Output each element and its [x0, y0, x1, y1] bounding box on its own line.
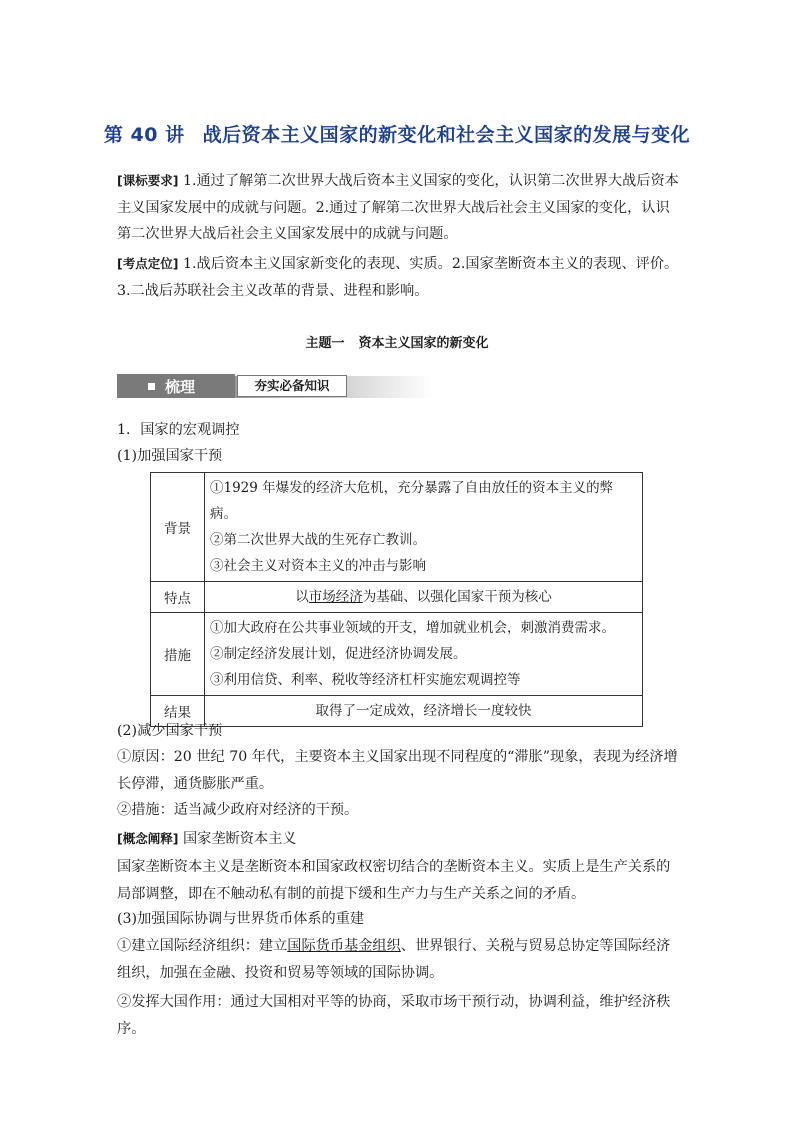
list-item: ①加大政府在公共事业领域的开支，增加就业机会，刺激消费需求。	[210, 620, 615, 636]
org-paragraph	[117, 933, 679, 986]
requirements-text: 1.通过了解第二次世界大战后资本主义国家的变化，认识第二次世界大战后资本主义国家发展中的成就与问题。2.通过了解第二次世界大战后社会主义国家的变化，认识第二次世界大战后社会主义国家发展中的成就与问题。	[117, 173, 679, 242]
features-pre: 以	[295, 589, 309, 605]
topic-heading	[0, 332, 794, 351]
row-header-result: 结果	[151, 696, 205, 727]
curriculum-requirements	[117, 168, 679, 248]
concept-label: [概念阐释]	[117, 831, 179, 846]
bigpower-paragraph: ②发挥大国作用：通过大国相对平等的协商，采取市场干预行动，协调利益，维护经济秩序。	[117, 994, 671, 1037]
exam-focus	[117, 251, 679, 304]
org-post: 、世界银行、关税与贸易总协定等国际经济组织，加强在金融、投资和贸易等领域的国际协调。	[117, 938, 671, 981]
intervention-table	[150, 472, 643, 727]
measure-paragraph: ②措施：适当减少政府对经济的干预。	[117, 802, 359, 818]
banner-sub-label: 夯实必备知识	[237, 375, 347, 397]
subsection-heading-1: (1)加强国家干预	[117, 448, 223, 464]
concept-paragraph: 国家垄断资本主义是垄断资本和国家政权密切结合的垄断资本主义。实质上是生产关系的局部调整，即在不触动私有制的前提下缓和生产力与生产关系之间的矛盾。	[117, 859, 671, 902]
row-header-measures: 措施	[151, 613, 205, 696]
row-header-background: 背景	[151, 473, 205, 582]
row-content-features	[205, 582, 643, 613]
row-content-background	[205, 473, 643, 582]
topic-prefix: 主题一	[305, 336, 345, 351]
features-post: 为基础、以强化国家干预为核心	[362, 589, 552, 605]
list-item: ②第二次世界大战的生死存亡教训。	[210, 532, 426, 548]
lecture-title-text: 战后资本主义国家的新变化和社会主义国家的发展与变化	[202, 124, 691, 146]
list-item: ③社会主义对资本主义的冲击与影响	[210, 558, 426, 574]
concept-title: 国家垄断资本主义	[182, 831, 297, 847]
reason-paragraph: ①原因：20 世纪 70 年代，主要资本主义国家出现不同程度的“滞胀”现象，表现为经济增长停滞，通货膨胀严重。	[117, 749, 678, 792]
list-item: ③利用信贷、利率、税收等经济杠杆实施宏观调控等	[210, 672, 521, 688]
list-item: ①1929 年爆发的经济大危机，充分暴露了自由放任的资本主义的弊病。	[210, 480, 614, 522]
requirements-label: [课标要求]	[117, 173, 179, 188]
table-row	[151, 613, 643, 696]
row-content-result: 取得了一定成效，经济增长一度较快	[205, 696, 643, 727]
subsection-heading-2: (2)减少国家干预	[117, 723, 223, 739]
market-economy-term: 市场经济	[308, 589, 363, 605]
square-bullet-icon	[148, 383, 155, 390]
banner-main-label: 梳理	[165, 378, 196, 396]
focus-text: 1.战后资本主义国家新变化的表现、实质。2.国家垄断资本主义的表现、评价。3.二战后苏联社会主义改革的背景、进程和影响。	[117, 256, 679, 299]
lecture-title	[0, 120, 794, 147]
subsection-heading-3: (3)加强国际协调与世界货币体系的重建	[117, 911, 365, 927]
concept-heading	[117, 826, 679, 853]
table-row	[151, 582, 643, 613]
lecture-number: 第 40 讲	[103, 124, 185, 146]
topic-text: 资本主义国家的新变化	[358, 336, 489, 351]
focus-label: [考点定位]	[117, 256, 179, 271]
imf-term: 国际货币基金组织	[287, 938, 401, 954]
org-pre: ①建立国际经济组织：建立	[117, 938, 288, 954]
section-heading-1: 1．国家的宏观调控	[117, 422, 240, 438]
row-header-features: 特点	[151, 582, 205, 613]
table-row	[151, 473, 643, 582]
row-content-measures	[205, 613, 643, 696]
list-item: ②制定经济发展计划，促进经济协调发展。	[210, 646, 467, 662]
section-banner	[117, 374, 433, 398]
